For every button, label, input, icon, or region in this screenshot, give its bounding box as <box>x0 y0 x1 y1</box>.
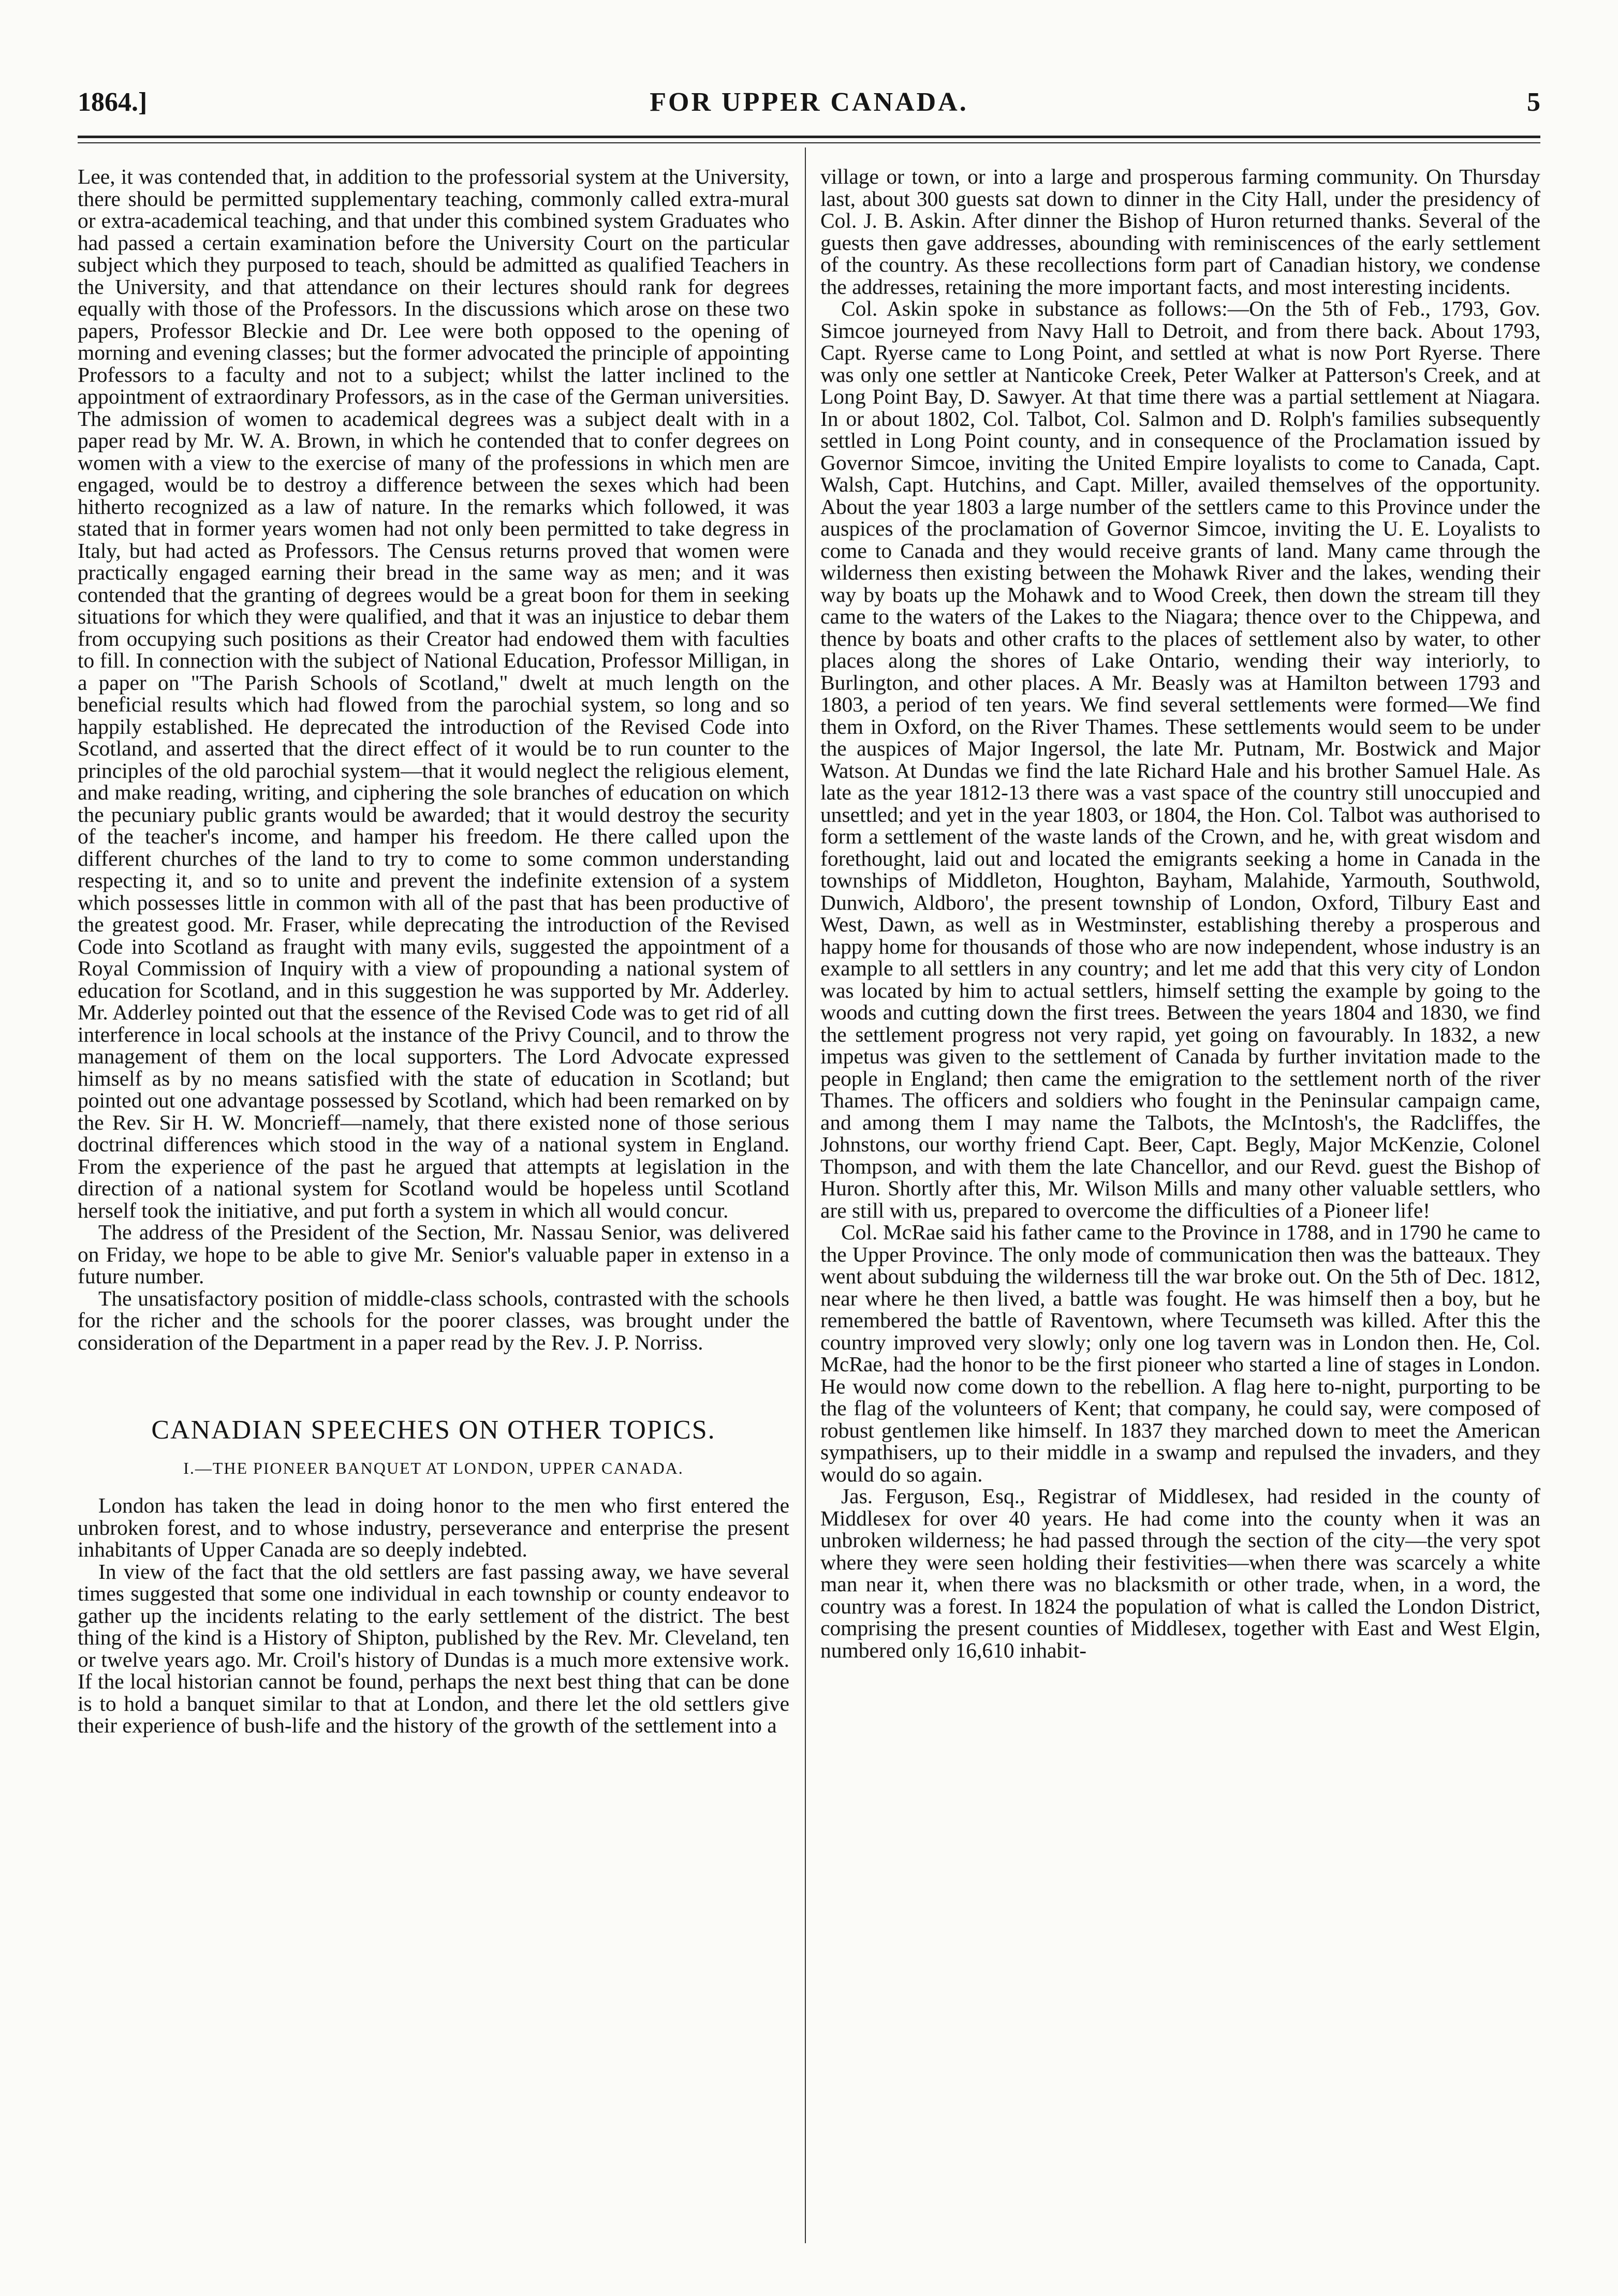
paragraph: Jas. Ferguson, Esq., Registrar of Middlesex, had resided in the county of Middlesex for over 40 years. He had come into the county when it was an unbroken wilderness; he had passed through the section of the city—the very spot where they were seen holding their festivities—when there was scarcely a white man near it, when there was no blacksmith or other trade, when, in a word, the country was a forest. In 1824 the population of what is called the London District, comprising the present counties of Middlesex, together with East and West Elgin, numbered only 16,610 inhabit- <box>820 1484 1540 1662</box>
paragraph: Col. McRae said his father came to the Province in 1788, and in 1790 he came to the Upper Province. The only mode of communication then was the batteaux. They went about subduing the wilderness till the war broke out. On the 5th of Dec. 1812, near where he then lived, a battle was fought. He was himself then a boy, but he remembered the battle of Raventown, where Tecumseth was killed. After this the country improved very slowly; only one log tavern was in London then. He, Col. McRae, had the honor to be the first pioneer who started a line of stages in London. He would now come down to the rebellion. A flag here to-night, purporting to be the flag of the volunteers of Kent; that company, he could say, were composed of robust gentlemen like himself. In 1837 they marched down to meet the American sympathisers, up to their middle in a swamp and repulsed the invaders, and they would do so again. <box>820 1220 1540 1486</box>
paragraph: village or town, or into a large and prosperous farming community. On Thursday last, about 300 guests sat down to dinner in the City Hall, under the presidency of Col. J. B. Askin. After dinner the Bishop of Huron returned thanks. Several of the guests then gave addresses, abounding with reminiscences of the early settlement of the country. As these recollections form part of Canadian history, we condense the addresses, retaining the more important facts, and most interesting incidents. <box>820 166 1540 299</box>
page-number: 5 <box>1527 87 1540 117</box>
column-divider <box>805 147 806 2243</box>
header-rule-thin <box>78 142 1540 143</box>
right-column <box>820 166 1540 2251</box>
subsection-title: I.—THE PIONEER BANQUET AT LONDON, UPPER CANADA. <box>183 1458 684 1477</box>
header-title: FOR UPPER CANADA. <box>650 87 968 117</box>
paragraph: London has taken the lead in doing honor to the men who first entered the unbroken forest, and to whose industry, perseverance and enterprise the present inhabitants of Upper Canada are so deeply indebted. <box>78 1493 789 1561</box>
section-title: CANADIAN SPEECHES ON OTHER TOPICS. <box>151 1415 716 1445</box>
header-rule-thick <box>78 136 1540 138</box>
left-column <box>78 166 789 2251</box>
header-year: 1864.] <box>78 87 148 117</box>
paragraph: The address of the President of the Section, Mr. Nassau Senior, was delivered on Friday, we hope to be able to give Mr. Senior's valuable paper in extenso in a future number. <box>78 1220 789 1288</box>
paragraph: Lee, it was contended that, in addition to the professorial system at the University, there should be permitted supplementary teaching, commonly called extra-mural or extra-academical teaching, and that under this combined system Graduates who had passed a certain examination before the University Court on the particular subject which they purposed to teach, should be admitted as qualified Teachers in the University, and that attendance on their lectures should rank for degrees equally with those of the Professors. In the discussions which arose on these two papers, Professor Bleckie and Dr. Lee were both opposed to the opening of morning and evening classes; but the former advocated the principle of appointing Professors to a faculty and not to a subject; whilst the latter inclined to the appointment of extraordinary Professors, as in the case of the German universities. The admission of women to academical degrees was a subject dealt with in a paper read by Mr. W. A. Brown, in which he contended that to confer degrees on women with a view to the exercise of many of the professions in which men are engaged, would be to destroy a difference between the sexes which had been hitherto recognized as a law of nature. In the remarks which followed, it was stated that in former years women had not only been permitted to take degress in Italy, but had acted as Professors. The Census returns proved that women were practically engaged earning their bread in the same way as men; and it was contended that the granting of degrees would be a great boon for them in seeking situations for which they were qualified, and that it was an injustice to debar them from occupying such positions as their Creator had endowed them with faculties to fill. In connection with the subject of National Education, Professor Milligan, in a paper on "The Parish Schools of Scotland," dwelt at much length on the beneficial results which had flowed from the parochial system, so long and so happily established. He deprecated the introduction of the Revised Code into Scotland, and asserted that the direct effect of it would be to run counter to the principles of the old parochial system—that it would neglect the religious element, and make reading, writing, and ciphering the sole branches of education on which the pecuniary public grants would be awarded; that it would destroy the security of the teacher's income, and hamper his freedom. He there called upon the different churches of the land to try to come to some common understanding respecting it, and so to unite and prevent the indefinite extension of a system which possesses little in common with all of the past that has been productive of the greatest good. Mr. Fraser, while deprecating the introduction of the Revised Code into Scotland as fraught with many evils, suggested the appointment of a Royal Commission of Inquiry with a view of propounding a national system of education for Scotland, and in this suggestion he was supported by Mr. Adderley. Mr. Adderley pointed out that the essence of the Revised Code was to get rid of all interference in local schools at the instance of the Privy Council, and to throw the management of them on the local supporters. The Lord Advocate expressed himself as by no means satisfied with the state of education in Scotland; but pointed out one advantage possessed by Scotland, which had been remarked on by the Rev. Sir H. W. Moncrieff—namely, that there existed none of those serious doctrinal differences which stood in the way of a national system in England. From the experience of the past he argued that attempts at legislation in the direction of a national system for Scotland would be hopeless until Scotland herself took the initiative, and put forth a system in which all would concur. <box>78 166 789 1222</box>
paragraph: The unsatisfactory position of middle-class schools, contrasted with the schools for the richer and the schools for the poorer classes, was brought under the consideration of the Department in a paper read by the Rev. J. P. Norriss. <box>78 1286 789 1354</box>
running-header <box>78 78 1540 119</box>
paragraph: In view of the fact that the old settlers are fast passing away, we have several times suggested that some one individual in each township or county endeavor to gather up the incidents relating to the early settlement of the district. The best thing of the kind is a History of Shipton, published by the Rev. Mr. Cleveland, ten or twelve years ago. Mr. Croil's history of Dundas is a much more extensive work. If the local historian cannot be found, perhaps the next best thing that can be done is to hold a banquet similar to that at London, and there let the old settlers give their experience of bush-life and the history of the growth of the settlement into a <box>78 1559 789 1737</box>
paragraph: Col. Askin spoke in substance as follows:—On the 5th of Feb., 1793, Gov. Simcoe journeyed from Navy Hall to Detroit, and from there back. About 1793, Capt. Ryerse came to Long Point, and settled at what is now Port Ryerse. There was only one settler at Nanticoke Creek, Peter Walker at Patterson's Creek, and at Long Point Bay, D. Sawyer. At that time there was a partial settlement at Niagara. In or about 1802, Col. Talbot, Col. Salmon and D. Rolph's families subsequently settled in Long Point county, and in consequence of the Proclamation issued by Governor Simcoe, inviting the United Empire loyalists to come to Canada, Capt. Walsh, Capt. Hutchins, and Capt. Miller, availed themselves of the opportunity. About the year 1803 a large number of the settlers came to this Province under the auspices of the proclamation of Governor Simcoe, inviting the U. E. Loyalists to come to Canada and they would receive grants of land. Many came through the wilderness then existing between the Mohawk River and the lakes, wending their way by boats up the Mohawk and to Wood Creek, then down the stream till they came to the waters of the Lakes to the Niagara; thence over to the Chippewa, and thence by boats and other crafts to the places of settlement also by water, to other places along the shores of Lake Ontario, wending their way interiorly, to Burlington, and other places. A Mr. Beasly was at Hamilton between 1793 and 1803, a period of ten years. We find several settlements were formed—We find them in Oxford, on the River Thames. These settlements would seem to be under the auspices of Major Ingersol, the late Mr. Putnam, Mr. Bostwick and Major Watson. At Dundas we find the late Richard Hale and his brother Samuel Hale. As late as the year 1812-13 there was a vast space of the country still unoccupied and unsettled; and yet in the year 1803, or 1804, the Hon. Col. Talbot was authorised to form a settlement of the waste lands of the Crown, and he, with great wisdom and forethought, laid out and located the emigrants seeking a home in Canada in the townships of Middleton, Houghton, Bayham, Malahide, Yarmouth, Southwold, Dunwich, Aldboro', the present township of London, Oxford, Tilbury East and West, Dawn, as well as in Westminster, establishing thereby a prosperous and happy home for thousands of those who are now independent, whose industry is an example to all settlers in any country; and let me add that this very city of London was located by him to actual settlers, himself setting the example by going to the woods and cutting down the first trees. Between the years 1804 and 1830, we find the settlement progress not very rapid, yet going on favourably. In 1832, a new impetus was given to the settlement of Canada by further invitation made to the people in England; then came the emigration to the settlement north of the river Thames. The officers and soldiers who fought in the Peninsular campaign came, and among them I may name the Talbots, the McIntosh's, the Radcliffes, the Johnstons, our worthy friend Capt. Beer, Capt. Begly, Major McKenzie, Colonel Thompson, and with them the late Chancellor, and our Revd. guest the Bishop of Huron. Shortly after this, Mr. Wilson Mills and many other valuable settlers, who are still with us, prepared to overcome the difficulties of a Pioneer life! <box>820 297 1540 1222</box>
